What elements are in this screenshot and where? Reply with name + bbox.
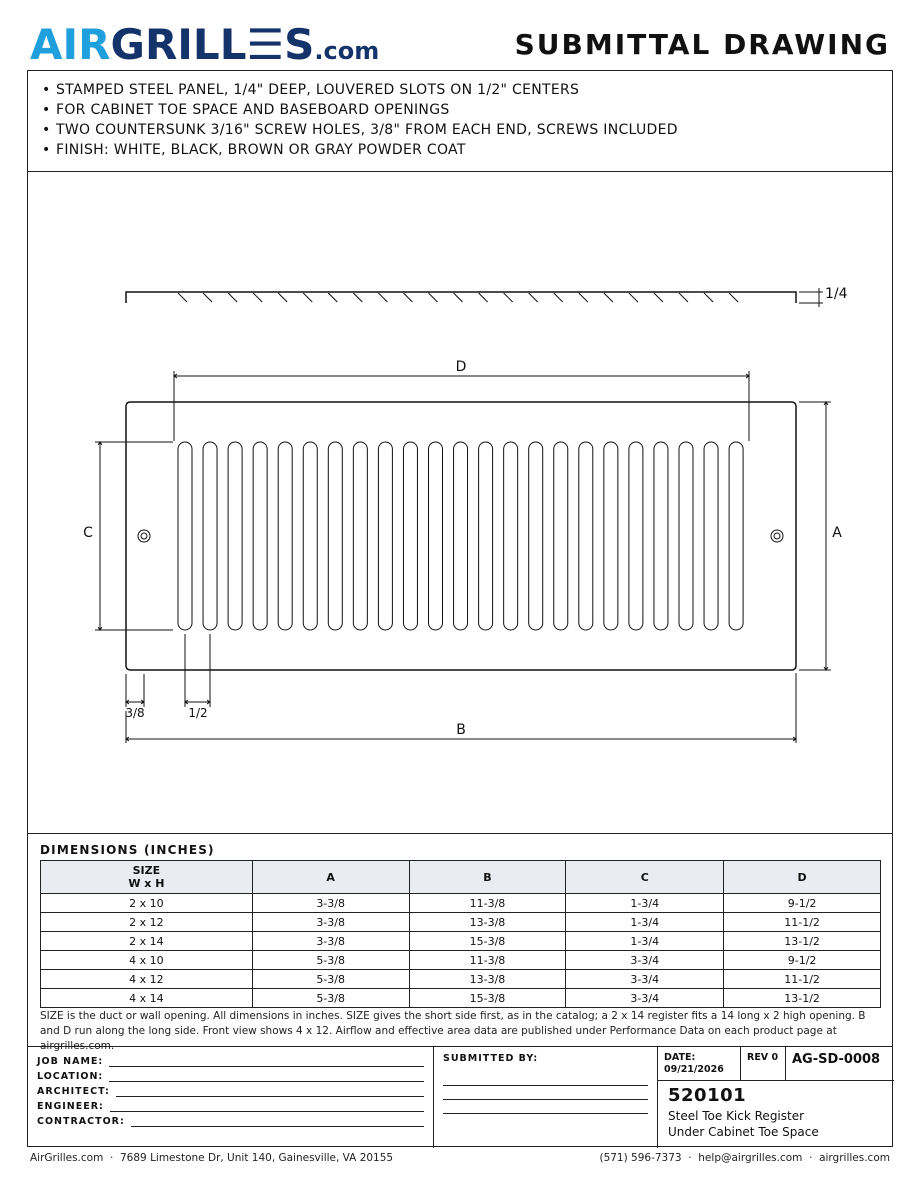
cell-a: 3-3/8 xyxy=(252,932,409,951)
drawing-area xyxy=(28,172,892,834)
engineer-row xyxy=(37,1097,433,1112)
louver-hatch-mark xyxy=(629,293,638,302)
date-cell xyxy=(658,1047,741,1081)
louver-slot xyxy=(328,442,342,630)
cell-size: 4 x 12 xyxy=(41,970,253,989)
note-item: • FOR CABINET TOE SPACE AND BASEBOARD OPENINGS xyxy=(42,100,892,120)
cell-size: 4 x 10 xyxy=(41,951,253,970)
dimension-b-label: B xyxy=(456,722,466,738)
cell-c: 3-3/4 xyxy=(566,970,724,989)
cell-c: 3-3/4 xyxy=(566,951,724,970)
louver-slots xyxy=(178,442,743,630)
cell-a: 5-3/8 xyxy=(252,951,409,970)
job-name-row xyxy=(37,1052,433,1067)
louver-hatch-mark xyxy=(679,293,688,302)
drawing-info-block xyxy=(658,1047,894,1148)
contractor-row xyxy=(37,1112,433,1127)
louver-hatch xyxy=(178,293,738,302)
header-d: D xyxy=(724,861,881,894)
submitted-by-line[interactable] xyxy=(443,1086,648,1100)
louver-hatch-mark xyxy=(479,293,488,302)
architect-label: ARCHITECT: xyxy=(37,1086,110,1097)
louver-hatch-mark xyxy=(554,293,563,302)
louver-hatch-mark xyxy=(303,293,312,302)
dimension-a-label: A xyxy=(832,525,842,541)
table-header-row xyxy=(41,861,881,894)
louver-slot xyxy=(604,442,618,630)
louver-slot xyxy=(654,442,668,630)
louver-slot xyxy=(378,442,392,630)
document-title: SUBMITTAL DRAWING xyxy=(514,28,890,61)
dimension-a-line xyxy=(799,402,831,670)
louver-slot xyxy=(253,442,267,630)
table-row xyxy=(41,970,881,989)
header-size xyxy=(41,861,253,894)
product-description xyxy=(668,1108,819,1140)
submitted-by-label: SUBMITTED BY: xyxy=(443,1053,539,1064)
louver-hatch-mark xyxy=(178,293,187,302)
submitted-by-line[interactable] xyxy=(443,1100,648,1114)
dimension-c-label: C xyxy=(83,525,93,541)
table-row xyxy=(41,951,881,970)
table-row xyxy=(41,932,881,951)
cell-b: 15-3/8 xyxy=(409,989,566,1008)
cell-d: 9-1/2 xyxy=(724,894,881,913)
louver-hatch-mark xyxy=(353,293,362,302)
louver-hatch-mark xyxy=(228,293,237,302)
header-size-line2: W x H xyxy=(128,877,165,890)
dimension-slot-pitch-label: 1/2 xyxy=(188,706,208,720)
header-size-line1: SIZE xyxy=(132,864,161,877)
note-item: • STAMPED STEEL PANEL, 1/4" DEEP, LOUVERED SLOTS ON 1/2" CENTERS xyxy=(42,80,892,100)
cell-size: 4 x 14 xyxy=(41,989,253,1008)
title-block xyxy=(28,1047,892,1148)
louver-slot xyxy=(403,442,417,630)
dimension-d-line xyxy=(174,371,749,441)
screw-hole-left xyxy=(138,530,150,542)
dimensions-table xyxy=(40,860,881,1008)
louver-slot xyxy=(278,442,292,630)
louver-slot xyxy=(554,442,568,630)
architect-row xyxy=(37,1082,433,1097)
drawing-frame xyxy=(27,70,893,1147)
note-item: • TWO COUNTERSUNK 3/16" SCREW HOLES, 3/8" FROM EACH END, SCREWS INCLUDED xyxy=(42,120,892,140)
louver-hatch-mark xyxy=(454,293,463,302)
louver-slot xyxy=(479,442,493,630)
job-name-label: JOB NAME: xyxy=(37,1056,104,1067)
louver-hatch-mark xyxy=(203,293,212,302)
cell-a: 3-3/8 xyxy=(252,913,409,932)
louver-slot xyxy=(629,442,643,630)
cell-a: 5-3/8 xyxy=(252,970,409,989)
louver-slot xyxy=(228,442,242,630)
cell-a: 5-3/8 xyxy=(252,989,409,1008)
dimension-c-line xyxy=(95,442,173,630)
drawing-number: AG-SD-0008 xyxy=(786,1047,894,1081)
architect-field[interactable] xyxy=(116,1087,424,1097)
louver-slot xyxy=(729,442,743,630)
logo-com-text: .com xyxy=(314,37,380,65)
louver-slot xyxy=(178,442,192,630)
project-fields xyxy=(28,1047,434,1148)
table-row xyxy=(41,894,881,913)
cell-d: 9-1/2 xyxy=(724,951,881,970)
cell-b: 11-3/8 xyxy=(409,894,566,913)
cell-b: 13-3/8 xyxy=(409,913,566,932)
cell-size: 2 x 12 xyxy=(41,913,253,932)
cell-b: 15-3/8 xyxy=(409,932,566,951)
louver-hatch-mark xyxy=(403,293,412,302)
cell-d: 11-1/2 xyxy=(724,913,881,932)
location-label: LOCATION: xyxy=(37,1071,104,1082)
louver-hatch-mark xyxy=(253,293,262,302)
louver-slot xyxy=(203,442,217,630)
louver-slot xyxy=(429,442,443,630)
dimensions-section xyxy=(28,834,892,1052)
description-line: Under Cabinet Toe Space xyxy=(668,1125,819,1139)
cell-b: 11-3/8 xyxy=(409,951,566,970)
louver-hatch-mark xyxy=(654,293,663,302)
location-row xyxy=(37,1067,433,1082)
footer-address: AirGrilles.com · 7689 Limestone Dr, Unit 140, Gainesville, VA 20155 xyxy=(30,1152,394,1164)
description-line: Steel Toe Kick Register xyxy=(668,1109,805,1123)
louver-hatch-mark xyxy=(604,293,613,302)
engineer-label: ENGINEER: xyxy=(37,1101,104,1112)
dimension-end-offset-label: 3/8 xyxy=(125,706,145,720)
cell-c: 1-3/4 xyxy=(566,894,724,913)
revision-cell: REV 0 xyxy=(741,1047,786,1081)
louver-slot xyxy=(529,442,543,630)
dimensions-note: SIZE is the duct or wall opening. All dimensions in inches. SIZE gives the short side first, as in the catalog; a 2 x 14 register fits a 14 long x 2 high opening. B and D run along the long side. Front view shows 4 x 12. Airflow and effective area data are published under Performance Data on each product page at airgrilles.com. xyxy=(40,1010,866,1052)
cell-size: 2 x 14 xyxy=(41,932,253,951)
header-c: C xyxy=(566,861,724,894)
louver-slot xyxy=(704,442,718,630)
louver-slot xyxy=(303,442,317,630)
louver-hatch-mark xyxy=(378,293,387,302)
logo-air-text: AIR xyxy=(30,20,111,69)
depth-dimension-label: 1/4 xyxy=(825,286,848,302)
louver-hatch-mark xyxy=(704,293,713,302)
cell-d: 13-1/2 xyxy=(724,932,881,951)
louver-hatch-mark xyxy=(729,293,738,302)
date-label: DATE: xyxy=(664,1052,696,1063)
submitted-by-line[interactable] xyxy=(443,1072,648,1086)
footer-contact: (571) 596-7373 · help@airgrilles.com · airgrilles.com xyxy=(599,1152,890,1164)
dimension-end-offset-line xyxy=(126,674,144,707)
side-profile-view xyxy=(126,288,823,307)
cell-b: 13-3/8 xyxy=(409,970,566,989)
location-field[interactable] xyxy=(109,1072,424,1082)
contractor-label: CONTRACTOR: xyxy=(37,1116,125,1127)
part-number: 520101 xyxy=(668,1085,747,1106)
cell-c: 3-3/4 xyxy=(566,989,724,1008)
header-b: B xyxy=(409,861,566,894)
dimension-d-label: D xyxy=(455,359,467,375)
louver-hatch-mark xyxy=(278,293,287,302)
louver-hatch-mark xyxy=(429,293,438,302)
dimensions-title: DIMENSIONS (INCHES) xyxy=(40,843,215,857)
header-a: A xyxy=(252,861,409,894)
table-row xyxy=(41,913,881,932)
louver-slot xyxy=(504,442,518,630)
submitted-by-block xyxy=(434,1047,658,1148)
louver-slot xyxy=(579,442,593,630)
logo-grilles-text: GRILL☰S xyxy=(110,20,315,69)
contractor-field[interactable] xyxy=(131,1117,424,1127)
louver-hatch-mark xyxy=(579,293,588,302)
screw-hole-right xyxy=(771,530,783,542)
table-row xyxy=(41,989,881,1008)
cell-d: 13-1/2 xyxy=(724,989,881,1008)
cell-c: 1-3/4 xyxy=(566,913,724,932)
louver-hatch-mark xyxy=(504,293,513,302)
cell-d: 11-1/2 xyxy=(724,970,881,989)
date-value: 09/21/2026 xyxy=(664,1064,724,1075)
louver-hatch-mark xyxy=(529,293,538,302)
louver-slot xyxy=(454,442,468,630)
note-item: • FINISH: WHITE, BLACK, BROWN OR GRAY POWDER COAT xyxy=(42,140,892,160)
job-name-field[interactable] xyxy=(109,1057,424,1067)
louver-slot xyxy=(679,442,693,630)
cell-c: 1-3/4 xyxy=(566,932,724,951)
engineer-field[interactable] xyxy=(110,1102,424,1112)
cell-size: 2 x 10 xyxy=(41,894,253,913)
cell-a: 3-3/8 xyxy=(252,894,409,913)
louver-hatch-mark xyxy=(328,293,337,302)
louver-slot xyxy=(353,442,367,630)
